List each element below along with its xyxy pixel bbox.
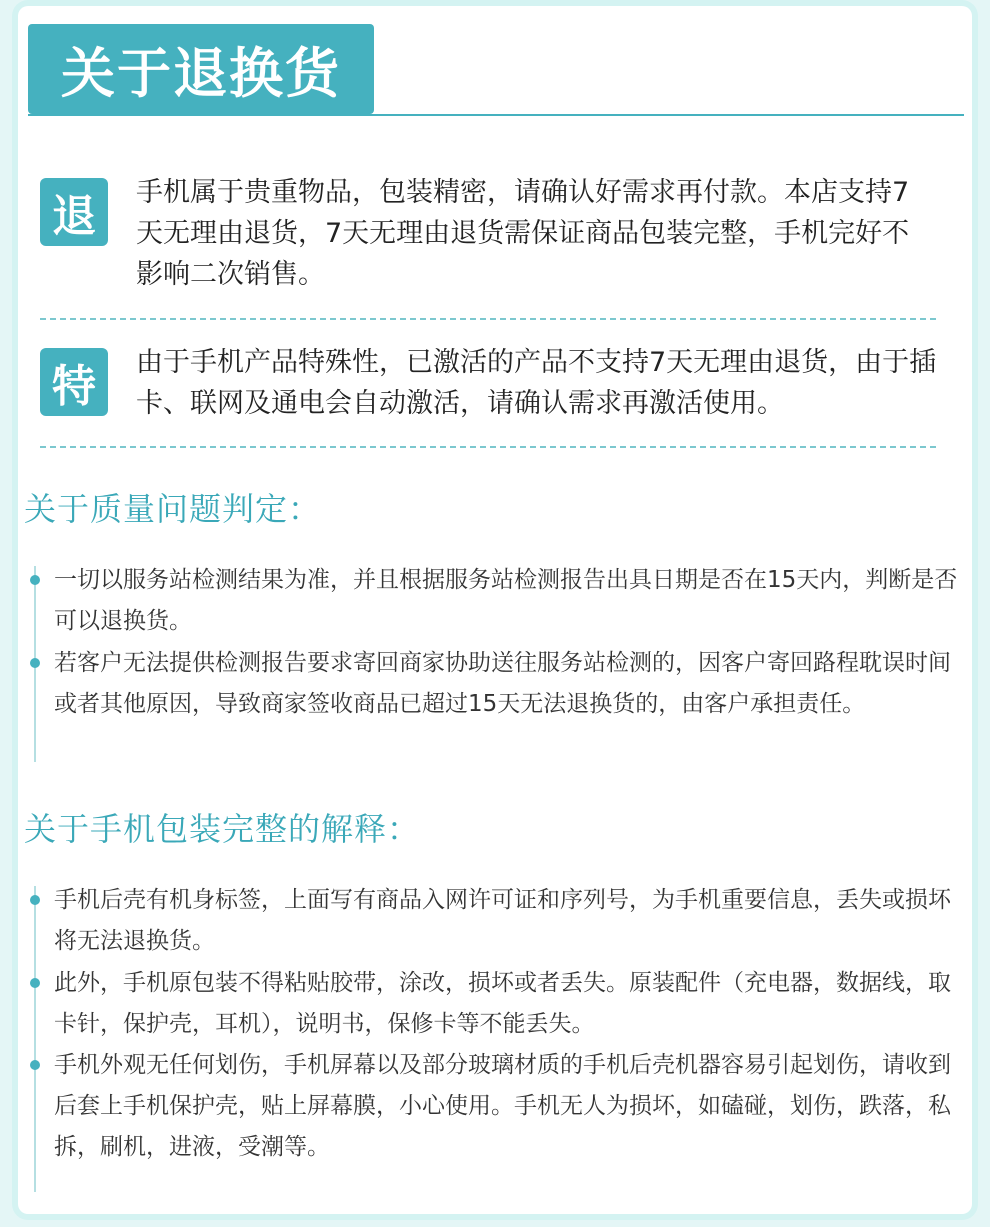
special-policy-block [40, 342, 940, 424]
return-badge: 退 [40, 178, 108, 246]
divider [40, 318, 936, 320]
return-policy-block [40, 172, 940, 295]
list-item: 手机外观无任何划伤，手机屏幕以及部分玻璃材质的手机后壳机器容易引起划伤，请收到后套上手机保护壳，贴上屏幕膜，小心使用。手机无人为损坏，如磕碰，划伤，跌落，私拆，刷机，进液，受潮等。 [54, 1052, 951, 1160]
return-policy-text: 手机属于贵重物品，包装精密，请确认好需求再付款。本店支持7天无理由退货，7天无理由退货需保证商品包装完整，手机完好不影响二次销售。 [136, 177, 910, 290]
list-item: 一切以服务站检测结果为准，并且根据服务站检测报告出具日期是否在15天内，判断是否可以退换货。 [54, 567, 958, 634]
list-item: 手机后壳有机身标签，上面写有商品入网许可证和序列号，为手机重要信息，丢失或损坏将无法退换货。 [54, 887, 951, 954]
bullet-dot [30, 658, 40, 668]
bullet-dot [30, 1060, 40, 1070]
return-policy-card [18, 6, 972, 1214]
special-badge: 特 [40, 348, 108, 416]
bullet-dot [30, 978, 40, 988]
bullet-dot [30, 575, 40, 585]
divider [40, 446, 936, 448]
bullet-dot [30, 895, 40, 905]
packaging-timeline [34, 886, 36, 1192]
list-item: 若客户无法提供检测报告要求寄回商家协助送往服务站检测的，因客户寄回路程耽误时间或者其他原因，导致商家签收商品已超过15天无法退换货的，由客户承担责任。 [54, 650, 951, 717]
packaging-heading: 关于手机包装完整的解释： [24, 810, 421, 848]
title-underline [28, 114, 964, 116]
page-title: 关于退换货 [28, 24, 374, 114]
list-item: 此外，手机原包装不得粘贴胶带，涂改，损坏或者丢失。原装配件（充电器，数据线，取卡针，保护壳，耳机），说明书，保修卡等不能丢失。 [54, 970, 951, 1037]
quality-heading: 关于质量问题判定： [24, 490, 322, 528]
special-policy-text: 由于手机产品特殊性，已激活的产品不支持7天无理由退货，由于插卡、联网及通电会自动激活，请确认需求再激活使用。 [136, 347, 937, 419]
